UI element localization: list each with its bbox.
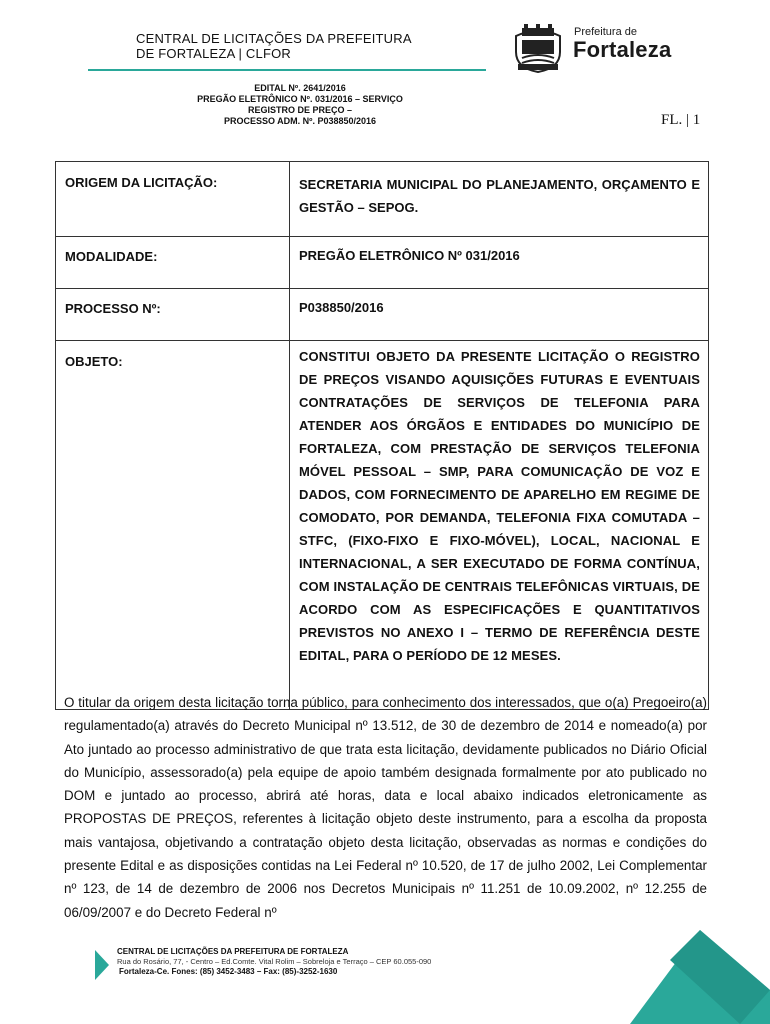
header-organization	[136, 31, 466, 61]
table-row	[56, 289, 709, 341]
footer-decoration-icon	[620, 930, 770, 1024]
row-key-modalidade: MODALIDADE:	[56, 237, 290, 289]
row-key-processo: PROCESSO Nº:	[56, 289, 290, 341]
header-org-line1: CENTRAL DE LICITAÇÕES DA PREFEITURA	[136, 31, 412, 46]
header-org-line2: DE FORTALEZA | CLFOR	[136, 46, 291, 61]
table-row	[56, 341, 709, 710]
table-row	[56, 162, 709, 237]
row-key-origem: ORIGEM DA LICITAÇÃO:	[56, 162, 290, 237]
edital-header	[170, 83, 430, 127]
row-value-processo: P038850/2016	[290, 289, 709, 341]
header-divider	[88, 69, 486, 71]
page-number: FL. | 1	[661, 112, 701, 128]
city-crest-icon	[508, 24, 568, 74]
prefeitura-logo	[508, 24, 688, 74]
processo-number: PROCESSO ADM. Nº. P038850/2016	[223, 116, 377, 126]
footer-arrow-icon	[95, 950, 109, 980]
footer-phones: Fortaleza-Ce. Fones: (85) 3452-3483 – Fax: (85)-3252-1630	[119, 967, 338, 976]
row-key-objeto: OBJETO:	[56, 341, 290, 710]
page-footer	[0, 930, 770, 1024]
logo-subtitle: Prefeitura de	[574, 26, 637, 38]
row-value-origem: SECRETARIA MUNICIPAL DO PLANEJAMENTO, ORÇAMENTO E GESTÃO – SEPOG.	[290, 162, 709, 237]
row-value-modalidade: PREGÃO ELETRÔNICO Nº 031/2016	[290, 237, 709, 289]
body-paragraph: O titular da origem desta licitação torna público, para conhecimento dos interessados, que o(a) Pregoeiro(a) regulamentado(a) através do Decreto Municipal nº 13.512, de 30 de dezembro de 2014 e nomeado(a) por Ato juntado ao processo administrativo de que trata esta licitação, devidamente publicados no Diário Oficial do Município, assessorado(a) pela equipe de apoio também designada formalmente por ato publicado no DOM e juntado ao processo, abrirá até horas, data e local abaixo indicados eletronicamente as PROPOSTAS DE PREÇOS, referentes à licitação objeto deste instrumento, para a escolha da proposta mais vantajosa, objetivando a contratação objeto desta licitação, observadas as normas e condições do presente Edital e as disposições contidas na Lei Federal nº 10.520, de 17 de julho 2002, Lei Complementar nº 123, de 14 de dezembro de 2006 nos Decretos Municipais nº 11.251 de 10.09.2002, nº 12.255 de 06/09/2007 e do Decreto Federal nº	[64, 695, 707, 920]
pregao-number: PREGÃO ELETRÔNICO Nº. 031/2016 – SERVIÇO	[197, 94, 403, 104]
footer-address: Rua do Rosário, 77, - Centro – Ed.Comte. Vital Rolim – Sobreloja e Terraço – CEP 60.055-090	[117, 957, 432, 966]
footer-org: CENTRAL DE LICITAÇÕES DA PREFEITURA DE FORTALEZA	[117, 947, 349, 956]
edital-number: EDITAL Nº. 2641/2016	[254, 83, 346, 93]
table-row	[56, 237, 709, 289]
registro-preco: REGISTRO DE PREÇO –	[247, 105, 353, 115]
row-value-objeto: CONSTITUI OBJETO DA PRESENTE LICITAÇÃO O REGISTRO DE PREÇOS VISANDO AQUISIÇÕES FUTURAS E EVENTUAIS CONTRATAÇÕES DE SERVIÇOS DE TELEFONIA PARA ATENDER AOS ÓRGÃOS E ENTIDADES DO MUNICÍPIO DE FORTALEZA, COM PRESTAÇÃO DE SERVIÇOS TELEFONIA MÓVEL PESSOAL – SMP, PARA COMUNICAÇÃO DE VOZ E DADOS, COM FORNECIMENTO DE APARELHO EM REGIME DE COMODATO, POR DEMANDA, TELEFONIA FIXA COMUTADA – STFC, (FIXO-FIXO E FIXO-MÓVEL), LOCAL, NACIONAL E INTERNACIONAL, A SER EXECUTADO DE FORMA CONTÍNUA, COM INSTALAÇÃO DE CENTRAIS TELEFÔNICAS VIRTUAIS, DE ACORDO COM AS ESPECIFICAÇÕES E QUANTITATIVOS PREVISTOS NO ANEXO I – TERMO DE REFERÊNCIA DESTE EDITAL, PARA O PERÍODO DE 12 MESES.	[290, 341, 709, 710]
logo-title: Fortaleza	[573, 37, 672, 62]
licitacao-info-table	[55, 161, 709, 710]
